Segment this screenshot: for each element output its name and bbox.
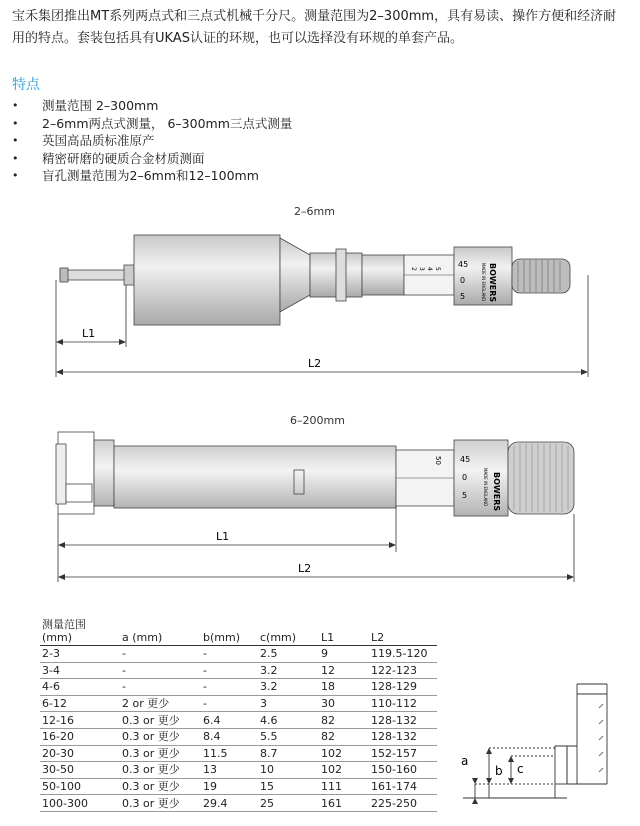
table-cell: 3.2	[258, 679, 319, 696]
table-cell: 0.3 or 更少	[120, 762, 201, 779]
diagram1-l2-label: L2	[308, 357, 322, 370]
dimension-b-label: b	[495, 764, 503, 778]
table-cell: 8.7	[258, 745, 319, 762]
table-cell: 0.3 or 更少	[120, 795, 201, 812]
table-row	[40, 745, 437, 762]
table-cell: 161-174	[369, 778, 437, 795]
table-cell: 152-157	[369, 745, 437, 762]
table-cell: 5.5	[258, 728, 319, 745]
diagram1-scale-mark: 45	[458, 260, 469, 269]
table-cell: 50-100	[40, 778, 120, 795]
feature-item: • 盲孔测量范围为2–6mm和12–100mm	[12, 167, 292, 185]
diagram1-caption: 2–6mm	[294, 205, 335, 218]
table-cell: 122-123	[369, 662, 437, 679]
diagram1-l1-label: L1	[82, 327, 96, 340]
feature-item: • 英国高品质标准原产	[12, 132, 292, 150]
table-cell: 18	[319, 679, 369, 696]
table-cell: 30	[319, 695, 369, 712]
table-cell: 128-132	[369, 728, 437, 745]
table-cell: 150-160	[369, 762, 437, 779]
diagram2-brand: BOWERS	[492, 472, 501, 512]
diagram2-scale-mark: 0	[462, 473, 468, 482]
table-row	[40, 662, 437, 679]
table-cell: -	[201, 646, 258, 663]
table-cell: 100-300	[40, 795, 120, 812]
table-cell: -	[120, 679, 201, 696]
table-cell: 15	[258, 778, 319, 795]
features-list	[12, 97, 292, 185]
dimension-c-label: c	[517, 762, 524, 776]
table-row	[40, 778, 437, 795]
diagram2-brand-sub: MADE IN ENGLAND	[483, 468, 488, 507]
table-cell: 29.4	[201, 795, 258, 812]
feature-item: • 精密研磨的硬质合金材质测面	[12, 150, 292, 168]
table-cell: 30-50	[40, 762, 120, 779]
table-cell: 12	[319, 662, 369, 679]
table-cell: 225-250	[369, 795, 437, 812]
header-range: 测量范围 (mm)	[40, 618, 120, 646]
feature-item: • 2–6mm两点式测量， 6–300mm三点式测量	[12, 115, 292, 133]
diagram1-scale-mark: 0	[460, 276, 466, 285]
table-cell: 13	[201, 762, 258, 779]
table-row	[40, 679, 437, 696]
table-cell: 0.3 or 更少	[120, 778, 201, 795]
table-cell: -	[120, 662, 201, 679]
diagram2-caption: 6–200mm	[290, 414, 345, 427]
table-row	[40, 646, 437, 663]
table-cell: -	[201, 662, 258, 679]
table-cell: -	[120, 646, 201, 663]
table-cell: 102	[319, 745, 369, 762]
table-cell: 82	[319, 728, 369, 745]
table-cell: 0.3 or 更少	[120, 728, 201, 745]
table-cell: 19	[201, 778, 258, 795]
table-row	[40, 795, 437, 812]
table-row	[40, 695, 437, 712]
table-cell: -	[201, 695, 258, 712]
table-cell: 3-4	[40, 662, 120, 679]
table-cell: 25	[258, 795, 319, 812]
diagram1-brand: BOWERS	[488, 263, 497, 303]
table-cell: 11.5	[201, 745, 258, 762]
table-cell: 20-30	[40, 745, 120, 762]
diagram1-scale-mark: 5	[460, 292, 466, 301]
table-cell: 4.6	[258, 712, 319, 729]
table-cell: 2.5	[258, 646, 319, 663]
diagram2-l2-label: L2	[298, 562, 312, 575]
table-cell: 102	[319, 762, 369, 779]
diagram2-l1-label: L1	[216, 530, 230, 543]
table-cell: 6-12	[40, 695, 120, 712]
intro-paragraph: 宝禾集团推出MT系列两点式和三点式机械千分尺。测量范围为2–300mm，具有易读、操作方便和经济耐用的特点。套装包括具有UKAS认证的环规，也可以选择没有环规的单套产品。	[12, 9, 617, 46]
table-cell: 3.2	[258, 662, 319, 679]
table-cell: 6.4	[201, 712, 258, 729]
diagram2-scale-mark: 45	[460, 455, 471, 464]
table-cell: 3	[258, 695, 319, 712]
table-header-row	[40, 618, 437, 646]
table-cell: 0.3 or 更少	[120, 745, 201, 762]
spec-table	[40, 618, 437, 812]
diagram2-scale-mark: 5	[462, 491, 468, 500]
table-cell: 2-3	[40, 646, 120, 663]
table-cell: 8.4	[201, 728, 258, 745]
diagram1-sleeve-mark: 5	[434, 267, 441, 271]
table-cell: 10	[258, 762, 319, 779]
dimension-a-label: a	[461, 754, 469, 768]
table-cell: 82	[319, 712, 369, 729]
table-cell: 2 or 更少	[120, 695, 201, 712]
header-b: b(mm)	[201, 618, 258, 646]
abc-detail-drawing	[455, 680, 635, 820]
diagram1-micrometer-drawing	[0, 225, 640, 380]
table-cell: 128-132	[369, 712, 437, 729]
diagram1-sleeve-mark: 2	[410, 267, 417, 271]
diagram1-sleeve-mark: 4	[426, 267, 433, 271]
table-cell: 110-112	[369, 695, 437, 712]
table-cell: -	[201, 679, 258, 696]
diagram1-sleeve-mark: 3	[418, 267, 425, 271]
table-cell: 128-129	[369, 679, 437, 696]
diagram2-sleeve-mark: 50	[434, 456, 442, 465]
table-cell: 12-16	[40, 712, 120, 729]
table-row	[40, 762, 437, 779]
table-row	[40, 712, 437, 729]
table-cell: 4-6	[40, 679, 120, 696]
diagram1-brand-sub: MADE IN ENGLAND	[481, 263, 486, 302]
table-cell: 111	[319, 778, 369, 795]
header-c: c(mm)	[258, 618, 319, 646]
table-cell: 119.5-120	[369, 646, 437, 663]
header-a: a (mm)	[120, 618, 201, 646]
table-row	[40, 728, 437, 745]
table-cell: 16-20	[40, 728, 120, 745]
diagram2-micrometer-drawing	[0, 430, 640, 590]
header-l1: L1	[319, 618, 369, 646]
table-cell: 9	[319, 646, 369, 663]
features-title: 特点	[12, 77, 40, 93]
feature-item: • 测量范围 2–300mm	[12, 97, 292, 115]
table-cell: 161	[319, 795, 369, 812]
header-l2: L2	[369, 618, 437, 646]
table-cell: 0.3 or 更少	[120, 712, 201, 729]
